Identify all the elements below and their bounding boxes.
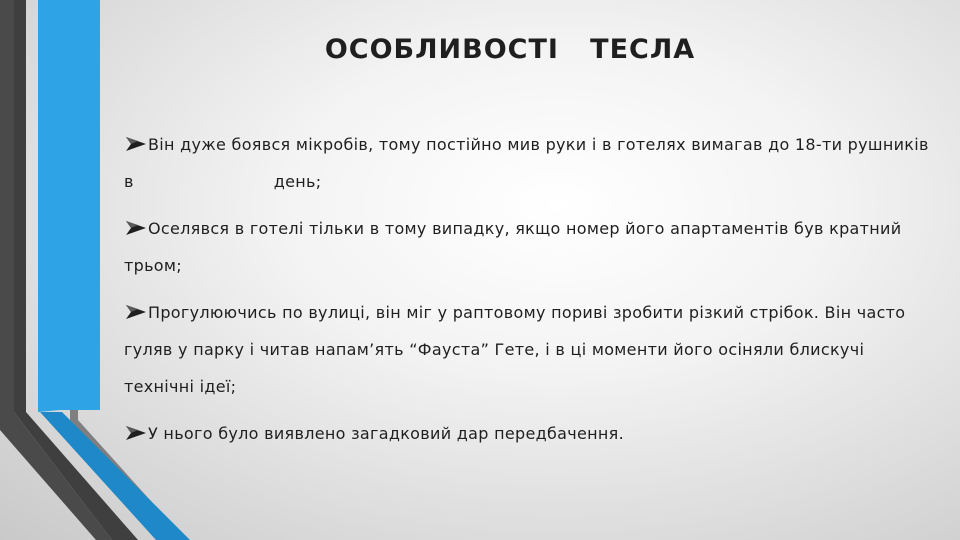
arrow-bullet-icon	[124, 426, 148, 440]
bullet-text: У нього було виявлено загадковий дар передбачення.	[148, 424, 624, 443]
bullet-text: Оселявся в готелі тільки в тому випадку, якщо номер його апартаментів був кратний трьом;	[124, 219, 902, 275]
arrow-bullet-icon	[124, 137, 148, 151]
bullet-item	[124, 126, 934, 200]
bullet-item	[124, 415, 934, 452]
bullet-item	[124, 210, 934, 284]
slide-title: ОСОБЛИВОСТІ ТЕСЛА	[324, 34, 696, 65]
bullet-item	[124, 294, 934, 405]
arrow-bullet-icon	[124, 221, 148, 235]
bullet-text: Він дуже боявся мікробів, тому постійно мив руки і в готелях вимагав до 18-ти рушників в	[124, 135, 929, 191]
bullet-text-after-gap: день;	[273, 172, 322, 191]
bullet-list	[124, 126, 934, 462]
bullet-text: Прогулюючись по вулиці, він міг у раптовому пориві зробити різкий стрібок. Він часто гуляв у парку і читав напам’ять “Фауста” Гете, і в ці моменти його осіняли блискучі технічні ідеї;	[124, 303, 906, 396]
arrow-bullet-icon	[124, 305, 148, 319]
